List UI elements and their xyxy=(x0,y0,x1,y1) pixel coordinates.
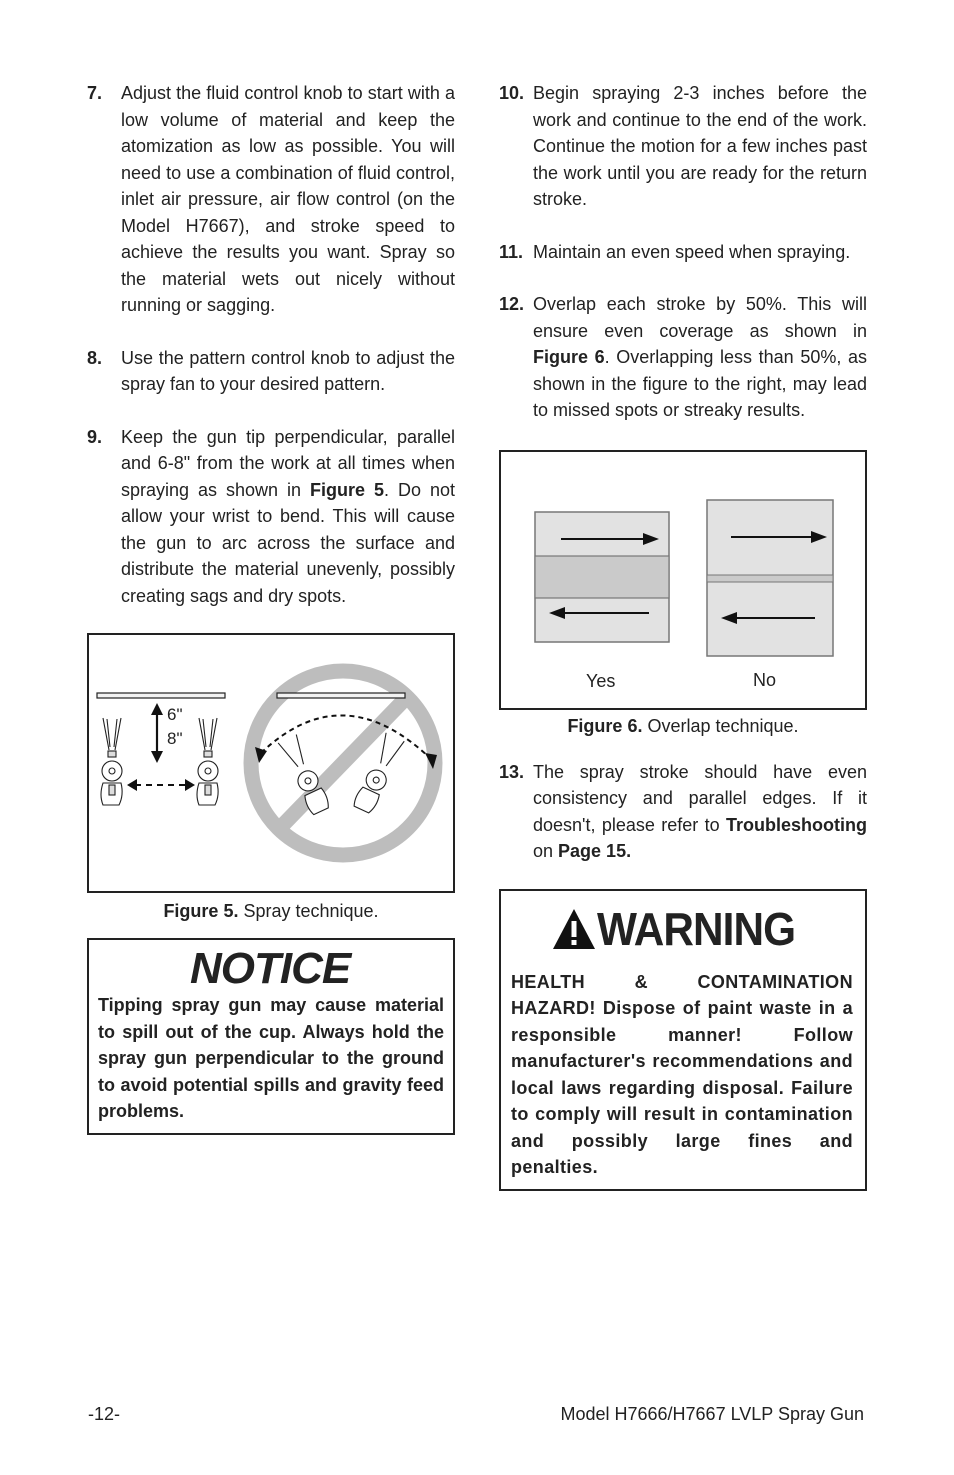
step-text xyxy=(533,759,867,865)
step-9 xyxy=(87,424,455,610)
step-text-part: Keep the gun tip perpendicular, parallel and 6-8" from the work at all times when spraying as shown in xyxy=(121,426,455,500)
notice-box xyxy=(87,938,455,1135)
step-number: 13. xyxy=(499,761,525,782)
step-13 xyxy=(499,759,867,865)
spray-technique-illustration xyxy=(89,635,453,891)
warning-triangle-icon xyxy=(551,907,597,951)
warning-header xyxy=(511,903,853,955)
figure-reference: Figure 5 xyxy=(310,479,385,500)
step-text: Maintain an even speed when spraying. xyxy=(533,241,851,262)
page-reference: Page 15. xyxy=(558,841,632,861)
warning-title: WARNING xyxy=(597,902,796,955)
step-10 xyxy=(499,80,867,213)
caption-text: Spray technique. xyxy=(238,901,379,921)
step-number: 11. xyxy=(499,241,524,262)
step-text-part: Overlap each stroke by 50%. This will ensure even coverage as shown in xyxy=(533,294,867,341)
work-surface xyxy=(277,693,405,698)
step-text: Begin spraying 2-3 inches before the work and continue to the end of the work. Continue the motion for a few inches past the work until you are ready for the return stroke. xyxy=(533,83,867,209)
step-text-part: on xyxy=(533,841,559,861)
step-number: 12. xyxy=(499,294,525,314)
step-text xyxy=(121,424,455,610)
step-text: Use the pattern control knob to adjust the spray fan to your desired pattern. xyxy=(121,347,455,394)
step-12 xyxy=(499,291,867,424)
step-number: 8. xyxy=(87,347,103,368)
caption-label: Figure 6. xyxy=(567,715,643,736)
step-11 xyxy=(499,239,867,266)
step-text-part: . Do not allow your wrist to bend. This will cause the gun to arc across the surface and distribute the material unevenly, possibly creating sags and dry spots. xyxy=(121,479,456,606)
figure-6-caption xyxy=(499,716,867,737)
work-surface xyxy=(97,693,225,698)
right-column xyxy=(499,80,867,1191)
step-text xyxy=(533,291,867,424)
figure-reference: Figure 6 xyxy=(533,347,605,367)
step-7 xyxy=(87,80,455,319)
step-number: 7. xyxy=(87,83,103,103)
left-column xyxy=(87,80,455,1135)
step-text: Adjust the fluid control knob to start with a low volume of material and keep the atomization as low as possible. You will need to use a combination of fluid control, inlet air pressure, air flow control (on the Model H7667), and stroke speed to achieve the results you want. Spray so the material wets out nicely without running or sagging. xyxy=(121,83,455,315)
step-number: 10. xyxy=(499,83,525,103)
overlap-technique-illustration xyxy=(501,452,865,708)
overlap-yes-panel xyxy=(535,512,669,642)
footer-model: Model H7666/H7667 LVLP Spray Gun xyxy=(560,1404,864,1424)
step-text-part: The spray stroke should have even consistency and parallel edges. If it doesn't, please refer to xyxy=(533,761,867,835)
page-number: -12- xyxy=(88,1404,121,1424)
step-8 xyxy=(87,345,455,398)
figure-5-caption xyxy=(87,901,455,922)
step-text-part: . Overlapping less than 50%, as shown in the figure to the right, may lead to missed spots or streaky results. xyxy=(533,347,867,420)
distance-label-bottom: 8" xyxy=(167,729,183,748)
caption-label: Figure 5. xyxy=(163,901,239,921)
warning-box xyxy=(499,889,867,1191)
caption-text: Overlap technique. xyxy=(642,715,799,736)
label-yes: Yes xyxy=(586,670,616,691)
spray-gun-icon xyxy=(197,718,218,805)
figure-6 xyxy=(499,450,867,710)
notice-text: Tipping spray gun may cause material to spill out of the cup. Always hold the spray gun perpendicular to the ground to avoid potential spills and gravity feed problems. xyxy=(98,995,444,1121)
overlap-no-panel xyxy=(707,500,833,656)
warning-text: HEALTH & CONTAMINATION HAZARD! Dispose of paint waste in a responsible manner! Follow manufacturer's recommendations and local laws regarding disposal. Failure to comply will result in contamination and possibly large fines and penalties. xyxy=(511,971,853,1177)
notice-title: NOTICE xyxy=(190,944,351,993)
label-no: No xyxy=(753,669,777,690)
figure-5 xyxy=(87,633,455,893)
distance-label-top: 6" xyxy=(167,705,183,724)
section-reference: Troubleshooting xyxy=(726,814,867,835)
spray-gun-icon xyxy=(101,718,122,805)
step-number: 9. xyxy=(87,426,103,447)
